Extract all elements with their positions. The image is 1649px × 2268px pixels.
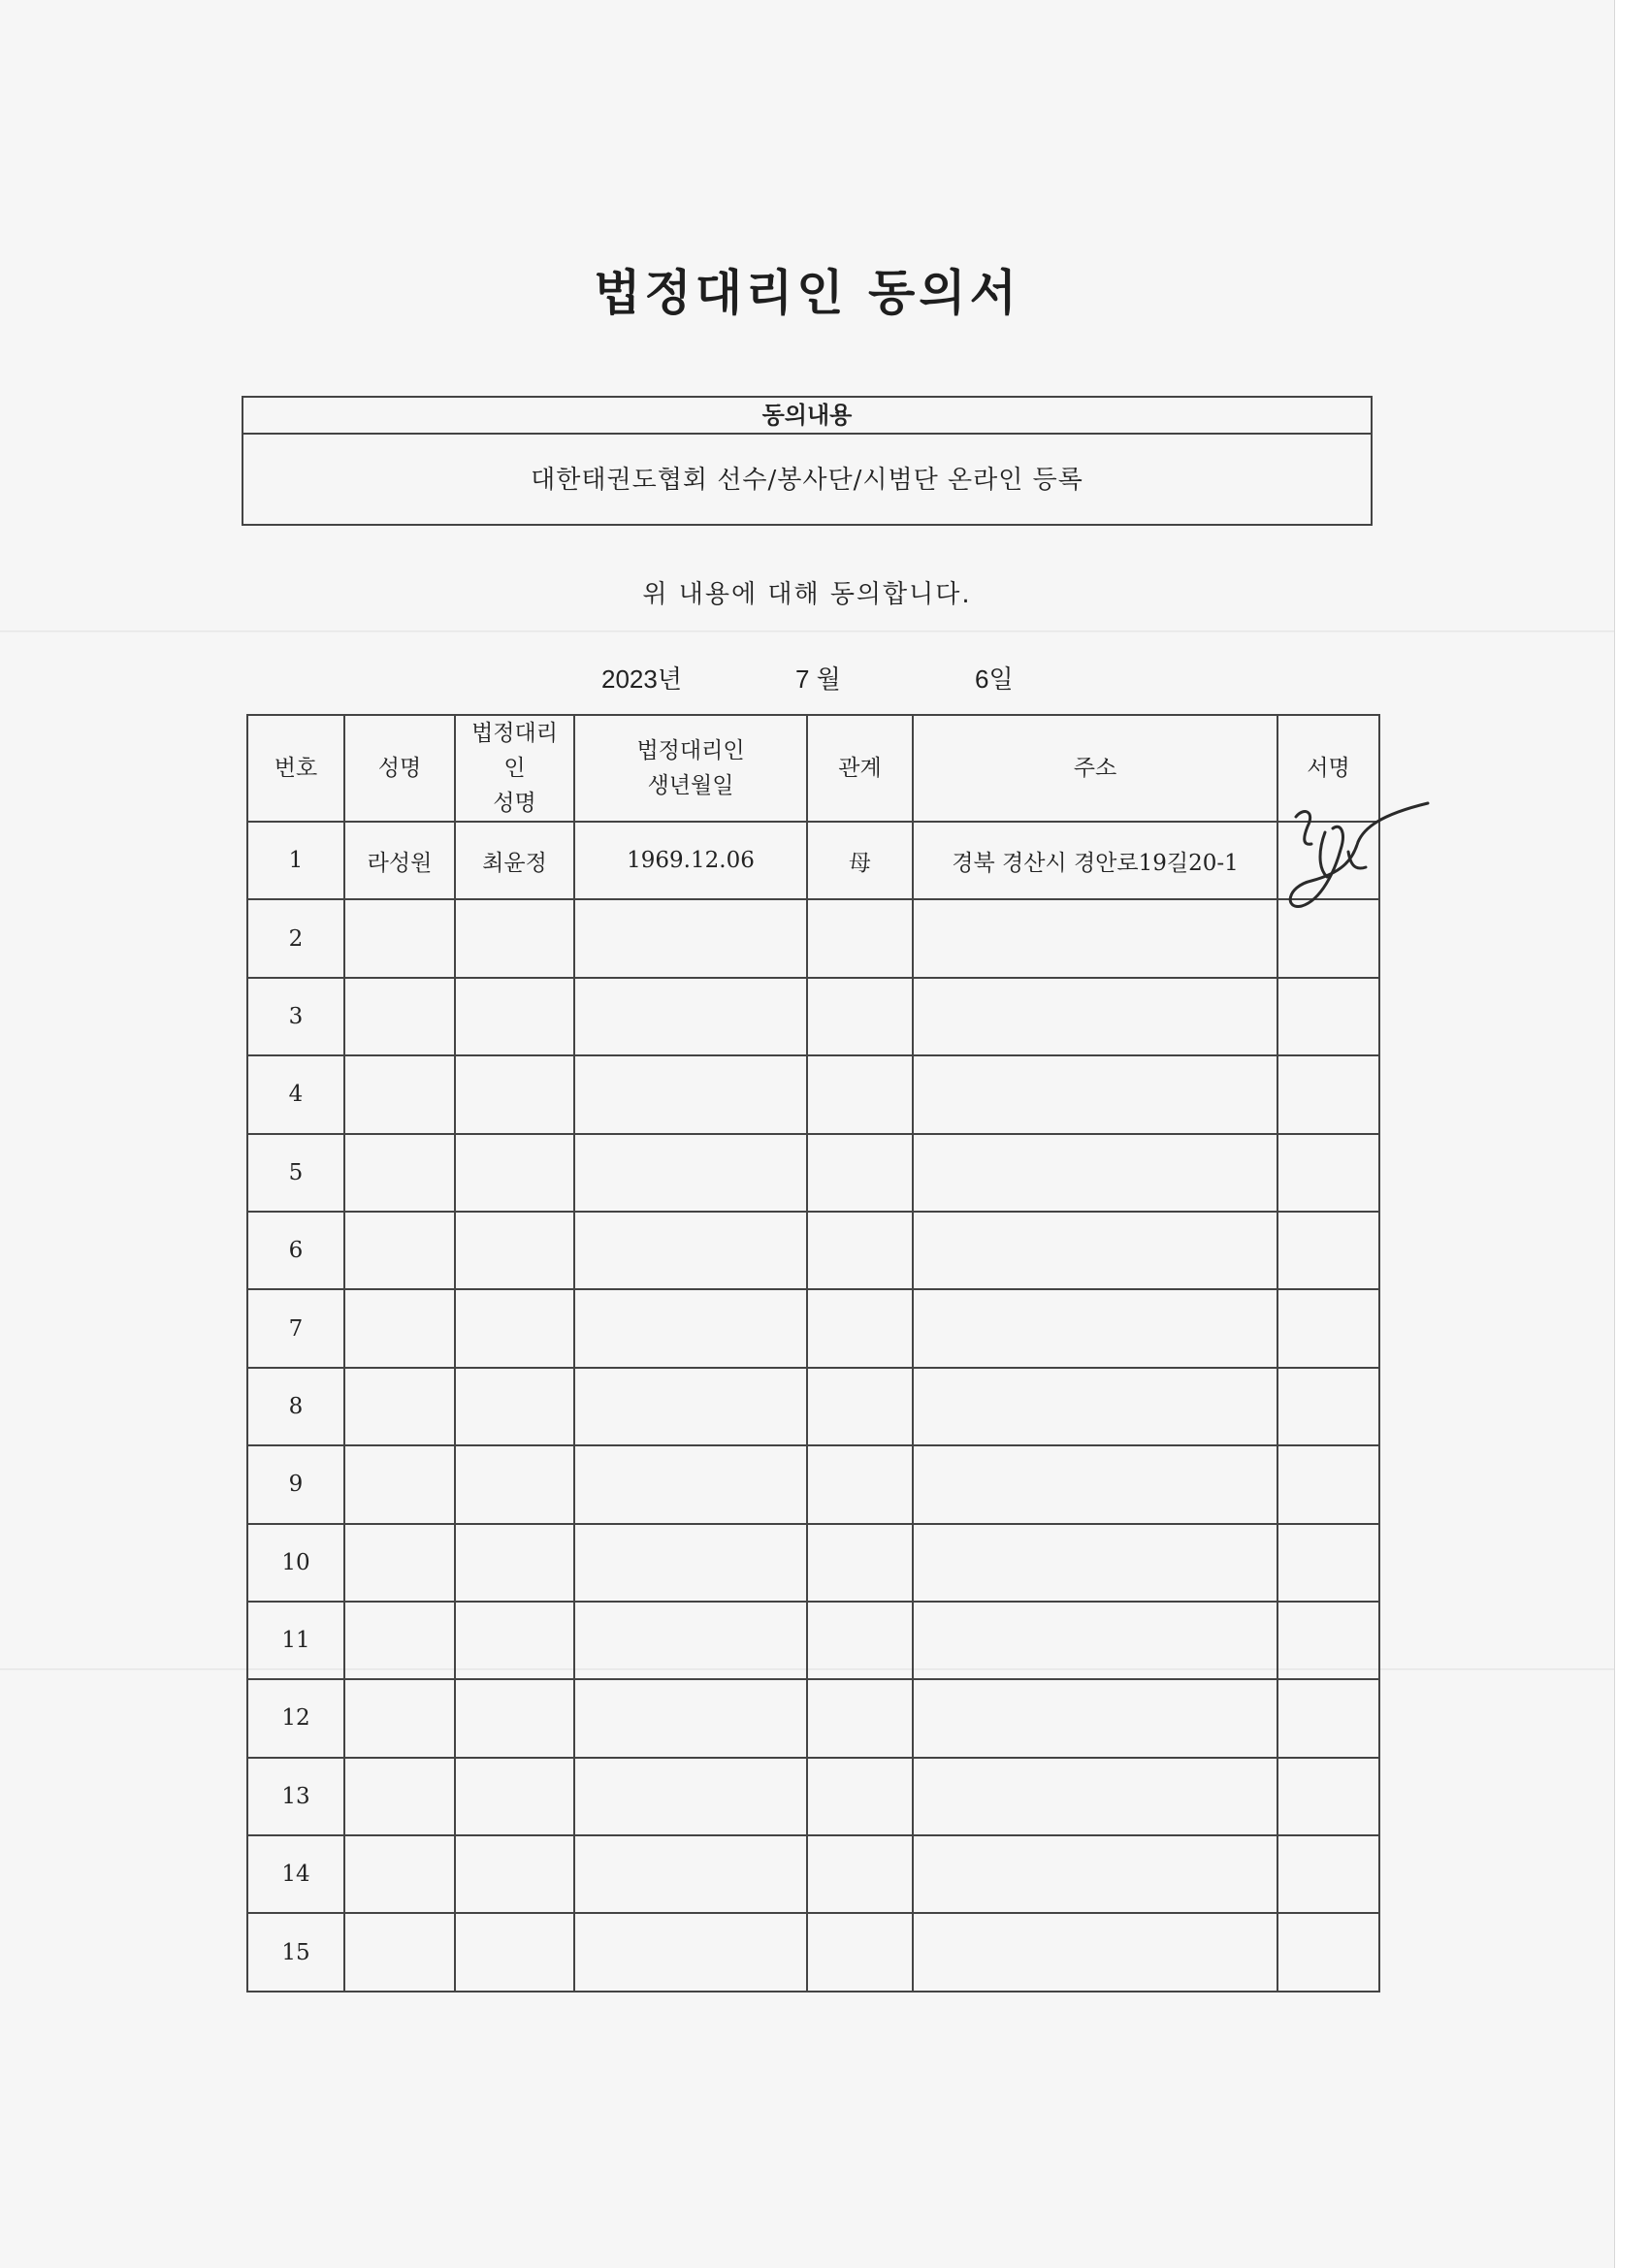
cell-relation xyxy=(807,978,913,1055)
cell-guardian-birth xyxy=(574,1445,807,1523)
cell-signature xyxy=(1277,1134,1379,1212)
cell-guardian-birth xyxy=(574,1368,807,1445)
table-row xyxy=(247,1524,1379,1602)
header-relation: 관계 xyxy=(807,715,913,822)
date-year: 2023년 xyxy=(601,664,682,694)
cell-signature xyxy=(1277,1913,1379,1991)
cell-guardian-name xyxy=(455,1835,574,1913)
cell-guardian-name xyxy=(455,1679,574,1757)
cell-no: 11 xyxy=(247,1602,344,1679)
table-row xyxy=(247,899,1379,977)
header-signature: 서명 xyxy=(1277,715,1379,822)
cell-guardian-name xyxy=(455,1134,574,1212)
cell-no: 6 xyxy=(247,1212,344,1289)
table-row xyxy=(247,822,1379,899)
cell-address xyxy=(913,1835,1277,1913)
cell-name xyxy=(344,1134,455,1212)
table-row xyxy=(247,1212,1379,1289)
cell-address xyxy=(913,1055,1277,1133)
header-guardian-name-line: 성명 xyxy=(493,791,536,816)
cell-address xyxy=(913,1445,1277,1523)
cell-no: 1 xyxy=(247,822,344,899)
cell-address xyxy=(913,1368,1277,1445)
cell-name xyxy=(344,1524,455,1602)
agreement-statement: 위 내용에 대해 동의합니다. xyxy=(642,580,972,609)
cell-name xyxy=(344,1368,455,1445)
cell-relation xyxy=(807,1835,913,1913)
cell-guardian-name xyxy=(455,899,574,977)
header-address: 주소 xyxy=(913,715,1277,822)
cell-no: 12 xyxy=(247,1679,344,1757)
table-body xyxy=(247,822,1379,1992)
cell-relation: 母 xyxy=(807,822,913,899)
cell-relation xyxy=(807,1602,913,1679)
cell-guardian-birth xyxy=(574,1134,807,1212)
cell-guardian-name xyxy=(455,1602,574,1679)
date-month: 7 월 xyxy=(795,664,841,694)
cell-name xyxy=(344,978,455,1055)
consent-box xyxy=(242,396,1373,526)
cell-signature xyxy=(1277,1524,1379,1602)
header-guardian-birth xyxy=(574,715,807,822)
header-guardian-name xyxy=(455,715,574,822)
table-row xyxy=(247,1055,1379,1133)
header-guardian-birth-line: 법정대리인 xyxy=(636,738,745,763)
cell-guardian-name xyxy=(455,1524,574,1602)
cell-guardian-birth xyxy=(574,1055,807,1133)
cell-name xyxy=(344,1835,455,1913)
cell-relation xyxy=(807,1758,913,1835)
cell-guardian-birth xyxy=(574,978,807,1055)
cell-signature xyxy=(1277,1445,1379,1523)
cell-guardian-birth xyxy=(574,1602,807,1679)
cell-no: 8 xyxy=(247,1368,344,1445)
table-header-row xyxy=(247,715,1379,822)
cell-name xyxy=(344,1758,455,1835)
cell-address xyxy=(913,1679,1277,1757)
cell-relation xyxy=(807,1212,913,1289)
table-row xyxy=(247,1758,1379,1835)
table-row xyxy=(247,1835,1379,1913)
cell-address xyxy=(913,899,1277,977)
table-row xyxy=(247,1679,1379,1757)
header-guardian-name-line: 법정대리 xyxy=(471,721,558,746)
cell-address xyxy=(913,1758,1277,1835)
cell-no: 14 xyxy=(247,1835,344,1913)
cell-no: 4 xyxy=(247,1055,344,1133)
cell-guardian-name xyxy=(455,1758,574,1835)
cell-signature xyxy=(1277,1289,1379,1367)
cell-name xyxy=(344,1679,455,1757)
header-guardian-birth-line: 생년월일 xyxy=(647,773,734,798)
cell-guardian-birth xyxy=(574,1212,807,1289)
cell-relation xyxy=(807,1445,913,1523)
cell-guardian-name xyxy=(455,1055,574,1133)
cell-no: 2 xyxy=(247,899,344,977)
cell-guardian-name xyxy=(455,1368,574,1445)
cell-signature xyxy=(1277,1368,1379,1445)
cell-signature xyxy=(1277,1602,1379,1679)
cell-guardian-name xyxy=(455,1289,574,1367)
header-name: 성명 xyxy=(344,715,455,822)
cell-guardian-birth xyxy=(574,1289,807,1367)
cell-guardian-birth xyxy=(574,1913,807,1991)
cell-no: 13 xyxy=(247,1758,344,1835)
cell-relation xyxy=(807,1913,913,1991)
cell-signature xyxy=(1277,1212,1379,1289)
cell-relation xyxy=(807,1524,913,1602)
cell-name xyxy=(344,1445,455,1523)
cell-no: 15 xyxy=(247,1913,344,1991)
table-row xyxy=(247,1134,1379,1212)
cell-relation xyxy=(807,899,913,977)
cell-signature xyxy=(1277,1835,1379,1913)
cell-address xyxy=(913,1289,1277,1367)
cell-guardian-birth xyxy=(574,1758,807,1835)
cell-signature xyxy=(1277,1679,1379,1757)
cell-relation xyxy=(807,1055,913,1133)
cell-guardian-birth xyxy=(574,1524,807,1602)
cell-no: 9 xyxy=(247,1445,344,1523)
paper-edge xyxy=(1614,0,1649,2268)
cell-guardian-birth xyxy=(574,1835,807,1913)
guardian-roster-table xyxy=(246,714,1380,1993)
cell-address xyxy=(913,1602,1277,1679)
cell-guardian-name: 최윤정 xyxy=(455,822,574,899)
cell-name xyxy=(344,1289,455,1367)
cell-address: 경북 경산시 경안로19길20-1 xyxy=(913,822,1277,899)
cell-relation xyxy=(807,1368,913,1445)
paper-fold-line xyxy=(0,631,1614,632)
cell-relation xyxy=(807,1134,913,1212)
table-row xyxy=(247,1368,1379,1445)
table-row xyxy=(247,1602,1379,1679)
date-day: 6일 xyxy=(975,664,1014,694)
table-row xyxy=(247,1289,1379,1367)
cell-address xyxy=(913,1913,1277,1991)
cell-name xyxy=(344,899,455,977)
table-row xyxy=(247,978,1379,1055)
cell-name: 라성원 xyxy=(344,822,455,899)
header-no: 번호 xyxy=(247,715,344,822)
table-row xyxy=(247,1913,1379,1991)
cell-guardian-name xyxy=(455,1913,574,1991)
cell-guardian-name xyxy=(455,1445,574,1523)
cell-signature xyxy=(1277,1055,1379,1133)
cell-no: 7 xyxy=(247,1289,344,1367)
cell-name xyxy=(344,1913,455,1991)
cell-address xyxy=(913,1212,1277,1289)
cell-guardian-birth: 1969.12.06 xyxy=(574,822,807,899)
cell-name xyxy=(344,1055,455,1133)
cell-guardian-name xyxy=(455,1212,574,1289)
cell-no: 5 xyxy=(247,1134,344,1212)
cell-name xyxy=(344,1212,455,1289)
handwritten-signature-mark xyxy=(1282,794,1438,920)
consent-header: 동의내용 xyxy=(243,398,1371,435)
header-guardian-name-line: 인 xyxy=(503,756,526,781)
document-title: 법정대리인 동의서 xyxy=(594,265,1020,321)
cell-guardian-birth xyxy=(574,1679,807,1757)
cell-address xyxy=(913,978,1277,1055)
cell-guardian-name xyxy=(455,978,574,1055)
cell-signature xyxy=(1277,1758,1379,1835)
cell-no: 10 xyxy=(247,1524,344,1602)
cell-signature xyxy=(1277,978,1379,1055)
cell-relation xyxy=(807,1679,913,1757)
cell-relation xyxy=(807,1289,913,1367)
cell-address xyxy=(913,1134,1277,1212)
cell-no: 3 xyxy=(247,978,344,1055)
cell-name xyxy=(344,1602,455,1679)
consent-content: 대한태권도협회 선수/봉사단/시범단 온라인 등록 xyxy=(531,466,1083,495)
table-row xyxy=(247,1445,1379,1523)
cell-guardian-birth xyxy=(574,899,807,977)
cell-address xyxy=(913,1524,1277,1602)
